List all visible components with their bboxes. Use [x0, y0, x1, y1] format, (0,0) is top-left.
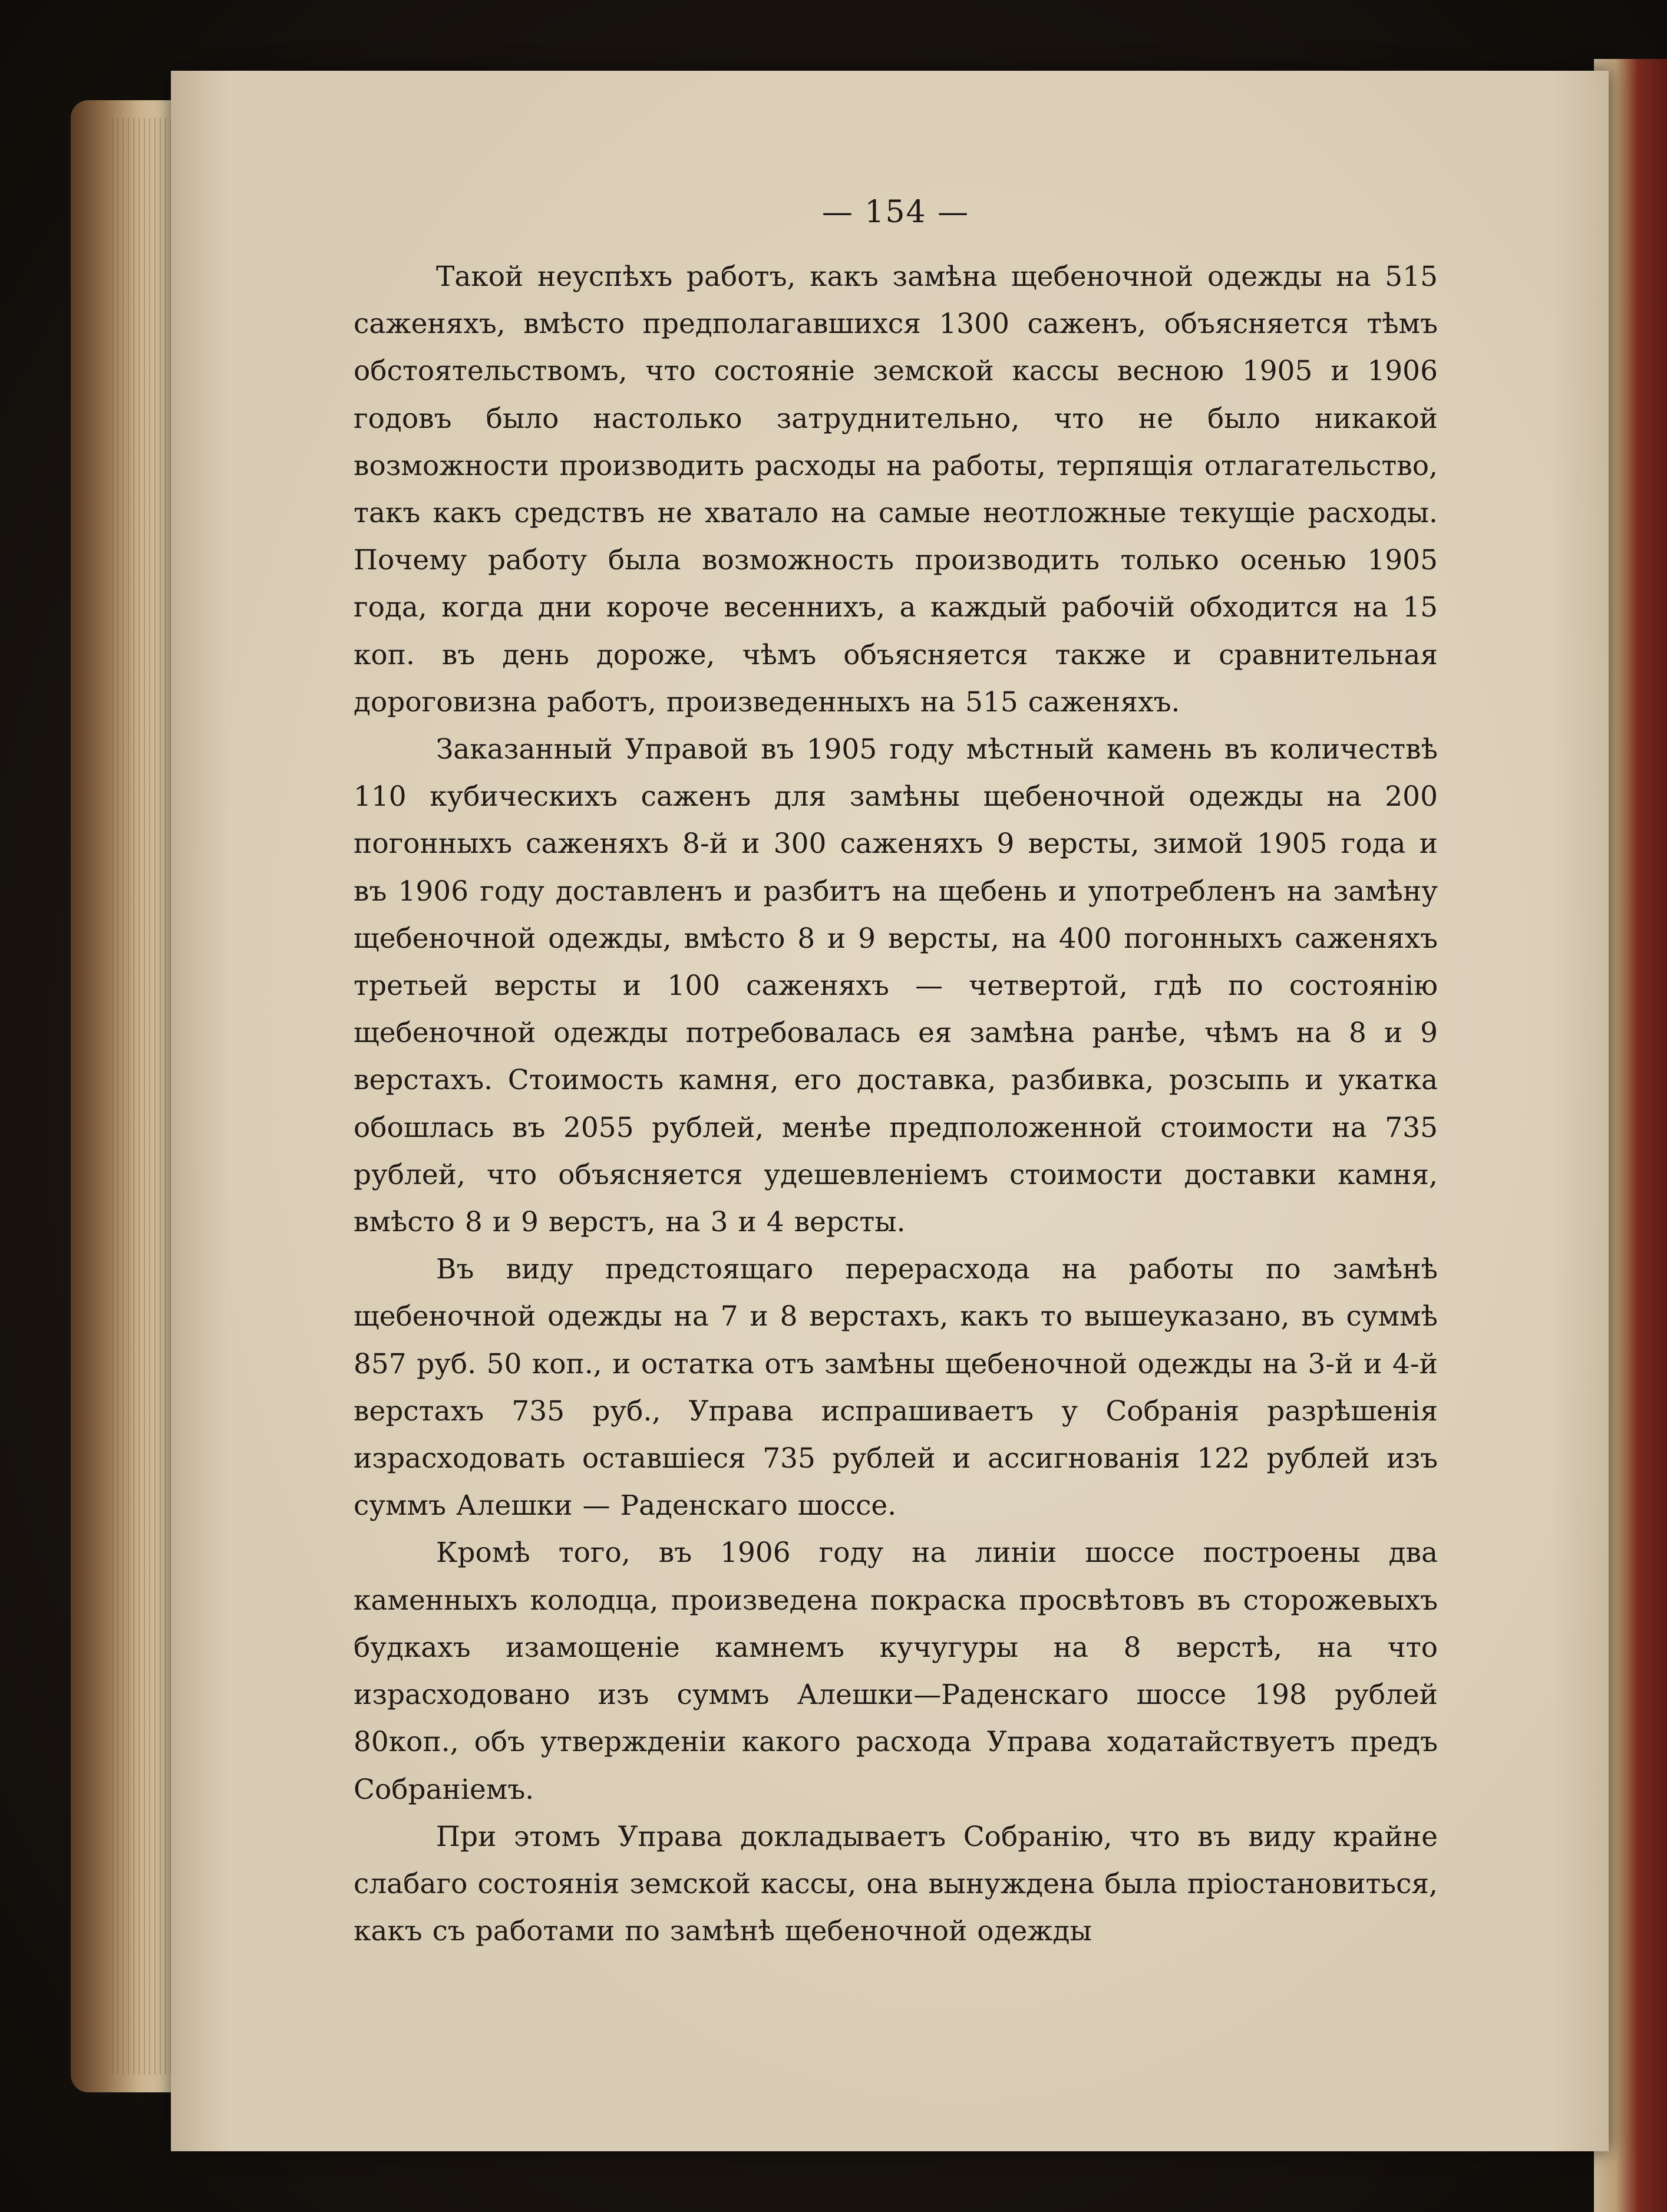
page-text: [354, 195, 1438, 1955]
paragraph-5: При этомъ Управа докладываетъ Собранію, что въ виду крайне слабаго состоянія земской кассы, она вынуждена была пріостановиться, какъ съ работами по замѣнѣ щебеночной одежды: [354, 1820, 1438, 1948]
paragraph-3: Въ виду предстоящаго перерасхода на работы по замѣнѣ щебеночной одежды на 7 и 8 верстахъ, какъ то вышеуказано, въ суммѣ 857 руб. 50 коп., и остатка отъ замѣны щебеночной одежды на 3-й и 4-й верстахъ 735 руб., Управа испрашиваетъ у Собранія разрѣшенія израсходовать оставшіеся 735 рублей и ассигнованія 122 рублей изъ суммъ Алешки — Раденскаго шоссе.: [354, 1253, 1438, 1522]
page-number: — 154 —: [821, 195, 970, 230]
paragraph-2: Заказанный Управой въ 1905 году мѣстный камень въ количествѣ 110 кубическихъ саженъ для замѣны щебеночной одежды на 200 погонныхъ саженяхъ 8-й и 300 саженяхъ 9 версты, зимой 1905 года и въ 1906 году доставленъ и разбитъ на щебень и употребленъ на замѣну щебеночной одежды, вмѣсто 8 и 9 версты, на 400 погонныхъ саженяхъ третьей версты и 100 саженяхъ — четвертой, гдѣ по состоянію щебеночной одежды потребовалась ея замѣна ранѣе, чѣмъ на 8 и 9 верстахъ. Стоимость камня, его доставка, разбивка, розсыпь и укатка обошлась въ 2055 рублей, менѣе предположенной стоимости на 735 рублей, что объясняется удешевленіемъ стоимости доставки камня, вмѣсто 8 и 9 верстъ, на 3 и 4 версты.: [354, 733, 1438, 1239]
paragraph-1: Такой неуспѣхъ работъ, какъ замѣна щебеночной одежды на 515 саженяхъ, вмѣсто предполагавшихся 1300 саженъ, объясняется тѣмъ обстоятельствомъ, что состояніе земской кассы весною 1905 и 1906 годовъ было настолько затруднительно, что не было никакой возможности производить расходы на работы, терпящія отлагательство, такъ какъ средствъ не хватало на самые неотложные текущіе расходы. Почему работу была возможность производить только осенью 1905 года, когда дни короче весеннихъ, а каждый рабочій обходится на 15 коп. въ день дороже, чѣмъ объясняется также и сравнительная дороговизна работъ, произведенныхъ на 515 саженяхъ.: [354, 261, 1438, 718]
paragraph-4: Кромѣ того, въ 1906 году на линіи шоссе построены два каменныхъ колодца, произведена покраска просвѣтовъ въ сторожевыхъ будкахъ изамощеніе камнемъ кучугуры на 8 верстѣ, на что израсходовано изъ суммъ Алешки—Раденскаго шоссе 198 рублей 80коп., объ утвержденіи какого расхода Управа ходатайствуетъ предъ Собраніемъ.: [354, 1537, 1438, 1806]
